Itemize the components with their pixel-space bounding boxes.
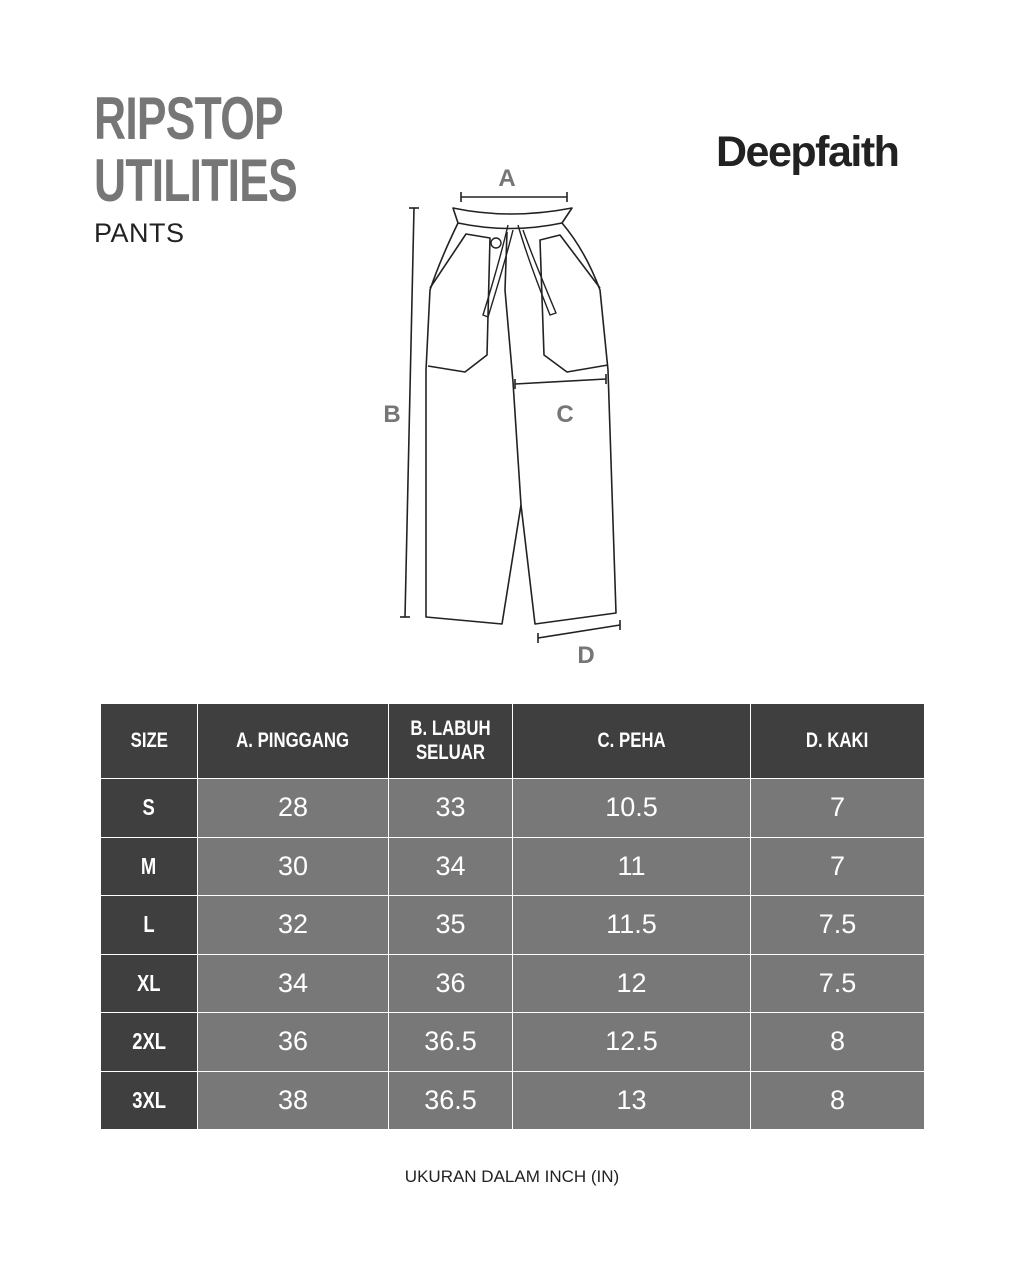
table-row	[101, 1071, 925, 1130]
peha-cell: 11	[513, 837, 751, 896]
table-row	[101, 954, 925, 1013]
table-row	[101, 896, 925, 955]
title-line-2: UTILITIES	[94, 147, 298, 214]
product-subtitle: PANTS	[94, 218, 185, 248]
pinggang-cell: 30	[198, 837, 389, 896]
size-cell: XL	[101, 954, 198, 1013]
header-size: SIZE	[101, 704, 198, 779]
unit-note: UKURAN DALAM INCH (IN)	[404, 1167, 620, 1186]
kaki-cell: 8	[751, 1071, 925, 1130]
peha-cell: 10.5	[513, 779, 751, 838]
right-pocket	[540, 235, 608, 372]
dim-label-a: A	[498, 165, 516, 192]
center-seam	[505, 232, 521, 505]
size-cell: L	[101, 896, 198, 955]
kaki-cell: 7	[751, 779, 925, 838]
size-cell: 2XL	[101, 1013, 198, 1072]
peha-cell: 11.5	[513, 896, 751, 955]
peha-cell: 13	[513, 1071, 751, 1130]
kaki-cell: 7.5	[751, 896, 925, 955]
waistband-outline	[453, 208, 572, 229]
header-pinggang: A. PINGGANG	[198, 704, 389, 779]
pinggang-cell: 32	[198, 896, 389, 955]
size-chart-table	[100, 703, 925, 1130]
kaki-cell: 7	[751, 837, 925, 896]
labuh-cell: 36.5	[389, 1071, 513, 1130]
table-row	[101, 1013, 925, 1072]
dim-c-line	[515, 379, 606, 384]
kaki-cell: 7.5	[751, 954, 925, 1013]
labuh-cell: 36	[389, 954, 513, 1013]
labuh-cell: 34	[389, 837, 513, 896]
left-pocket	[428, 234, 490, 372]
title-line-1: RIPSTOP	[94, 85, 283, 152]
dim-label-d: D	[577, 642, 595, 669]
pants-outline	[426, 223, 616, 624]
dim-b-line	[405, 208, 414, 617]
pinggang-cell: 34	[198, 954, 389, 1013]
peha-cell: 12	[513, 954, 751, 1013]
header-labuh-seluar: B. LABUH SELUAR	[389, 704, 513, 779]
table-header-row	[101, 704, 925, 779]
pants-diagram	[370, 150, 650, 680]
header-kaki: D. KAKI	[751, 704, 925, 779]
title-block	[94, 85, 368, 249]
pinggang-cell: 28	[198, 779, 389, 838]
drawstring-right	[518, 225, 556, 315]
labuh-cell: 33	[389, 779, 513, 838]
size-cell: M	[101, 837, 198, 896]
pinggang-cell: 36	[198, 1013, 389, 1072]
peha-cell: 12.5	[513, 1013, 751, 1072]
kaki-cell: 8	[751, 1013, 925, 1072]
dim-label-b: B	[383, 401, 401, 428]
brand-logo: Deepfaith	[716, 128, 899, 176]
dim-d-line	[538, 625, 620, 638]
size-cell: S	[101, 779, 198, 838]
size-cell: 3XL	[101, 1071, 198, 1130]
drawstring-toggle	[491, 238, 501, 248]
pinggang-cell: 38	[198, 1071, 389, 1130]
labuh-cell: 35	[389, 896, 513, 955]
header-peha: C. PEHA	[513, 704, 751, 779]
table-row	[101, 837, 925, 896]
table-row	[101, 779, 925, 838]
dim-label-c: C	[556, 401, 574, 428]
labuh-cell: 36.5	[389, 1013, 513, 1072]
